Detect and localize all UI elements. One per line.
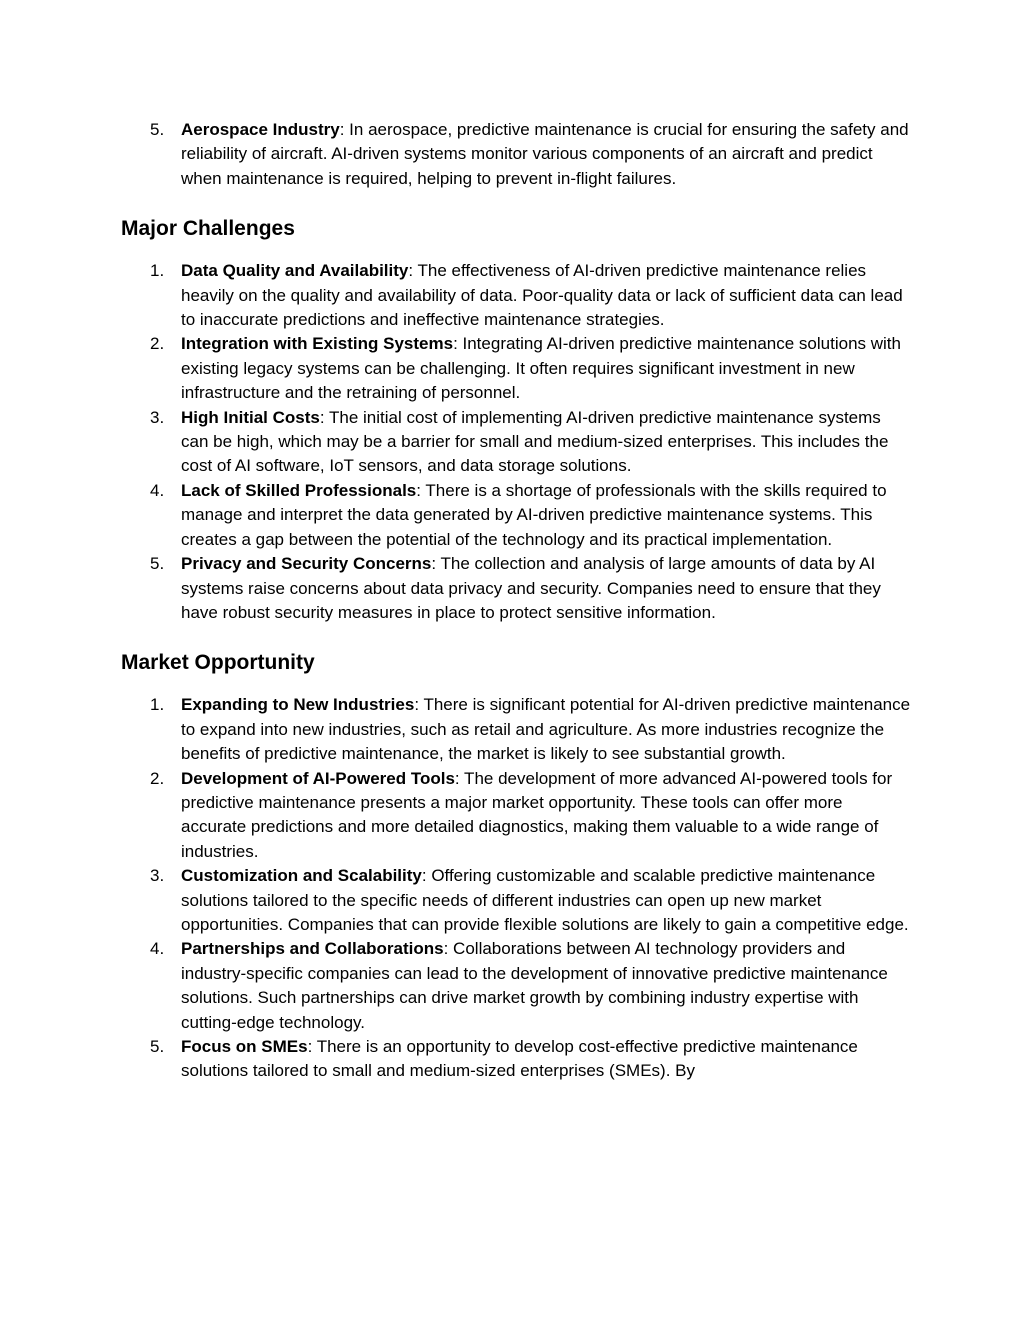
document-body [121,118,911,1084]
list-text: : There is a shortage of professionals with the skills required to manage and interpret the data generated by AI-driven predictive maintenance systems. This creates a gap between the potential of the technology and its practical implementation. [181,480,887,549]
list-text: : The initial cost of implementing AI-driven predictive maintenance systems can be high, which may be a barrier for small and medium-sized enterprises. This includes the cost of AI software, IoT sensors, and data storage solutions. [181,407,889,476]
list-term: Expanding to New Industries [181,695,415,715]
list-term: Focus on SMEs [181,1037,308,1056]
list-term: Data Quality and Availability [181,261,409,281]
section-heading-market: Market Opportunity [121,651,315,675]
list-term: Development of AI-Powered Tools [181,768,455,788]
list-text: : In aerospace, predictive maintenance is crucial for ensuring the safety and reliability of aircraft. AI-driven systems monitor various components of an aircraft and predict when maintenance is required, helping to prevent in-flight failures. [181,120,909,188]
list-term: Privacy and Security Concerns [181,554,432,574]
list-term: Aerospace Industry [181,120,340,139]
challenges-list [121,259,911,625]
list-number: 1. [150,695,165,715]
list-number: 2. [150,768,165,788]
list-term: Lack of Skilled Professionals [181,480,417,500]
list-text: : There is an opportunity to develop cost-effective predictive maintenance solutions tailored to small and medium-sized enterprises (SMEs). By [181,1037,858,1081]
list-item [121,864,911,937]
list-text: : Integrating AI-driven predictive maintenance solutions with existing legacy systems can be challenging. It often requires significant investment in new infrastructure and the retraining of personnel. [181,334,901,403]
list-item [121,259,911,332]
list-item [121,767,911,865]
section-heading-challenges: Major Challenges [121,217,295,241]
market-opportunity-list [121,693,911,1084]
list-term: Partnerships and Collaborations [181,939,444,959]
list-number: 3. [150,407,165,427]
list-item [121,479,911,552]
list-number: 5. [150,554,165,574]
list-number: 5. [150,1037,165,1056]
list-item [121,332,911,405]
list-item [121,693,911,766]
list-text: : Offering customizable and scalable predictive maintenance solutions tailored to the specific needs of different industries can open up new market opportunities. Companies that can provide flexible solutions are likely to gain a competitive edge. [181,866,909,934]
list-number: 3. [150,866,165,886]
list-item [121,118,911,191]
list-term: Integration with Existing Systems [181,334,454,354]
list-text: : There is significant potential for AI-driven predictive maintenance to expand into new industries, such as retail and agriculture. As more industries recognize the benefits of predictive maintenance, the market is likely to see substantial growth. [181,695,911,764]
list-number: 1. [150,261,165,281]
list-item [121,1035,911,1084]
list-item [121,937,911,1035]
list-number: 2. [150,334,165,354]
list-text: : The effectiveness of AI-driven predictive maintenance relies heavily on the quality and availability of data. Poor-quality data or lack of sufficient data can lead to inaccurate predictions and ineffective maintenance strategies. [181,261,903,330]
list-item [121,552,911,625]
list-text: : Collaborations between AI technology providers and industry-specific companies can lead to the development of innovative predictive maintenance solutions. Such partnerships can drive market growth by combining industry expertise with cutting-edge technology. [181,939,888,1032]
list-item [121,406,911,479]
industries-list-continued [121,118,911,191]
list-number: 4. [150,939,165,959]
list-text: : The collection and analysis of large amounts of data by AI systems raise concerns about data privacy and security. Companies need to ensure that they have robust security measures in place to protect sensitive information. [181,554,881,622]
list-text: : The development of more advanced AI-powered tools for predictive maintenance presents a major market opportunity. These tools can offer more accurate predictions and more detailed diagnostics, making them valuable to a wide range of industries. [181,768,893,861]
list-term: Customization and Scalability [181,866,422,886]
list-term: High Initial Costs [181,407,320,427]
list-number: 5. [150,120,165,139]
list-number: 4. [150,480,165,500]
